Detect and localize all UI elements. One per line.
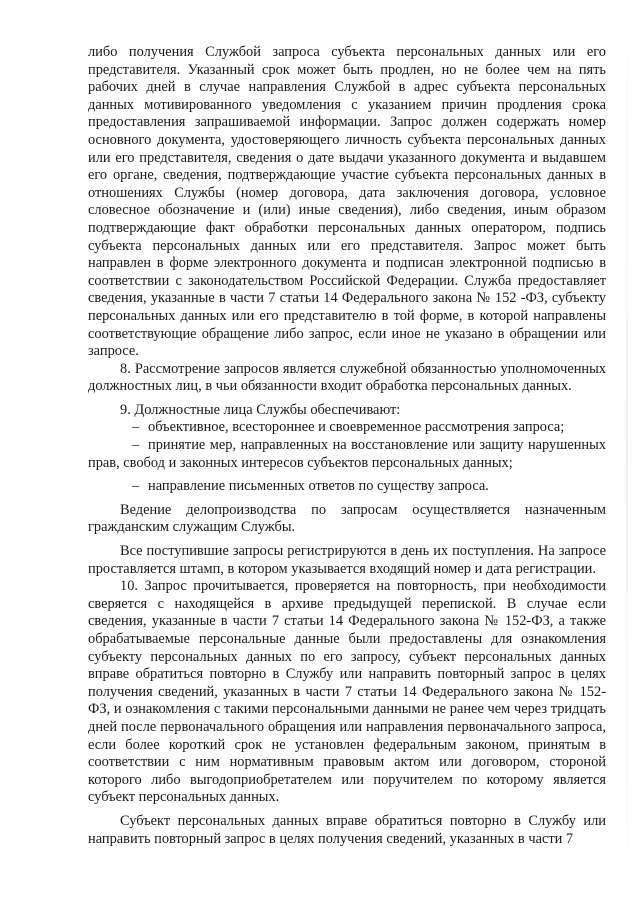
scan-edge xyxy=(626,0,628,905)
dash-bullet: – xyxy=(132,419,140,436)
paragraph-9-heading: 9. Должностные лица Службы обеспечивают: xyxy=(120,401,401,418)
paragraph-8: 8. Рассмотрение запросов является служебной обязанностью уполномоченных должностных лиц, в чьи обязанности входит обработка персональных данных. xyxy=(88,360,606,395)
list-item xyxy=(88,419,606,437)
dash-bullet: – xyxy=(132,437,140,454)
list-item-text: объективное, всестороннее и своевременное рассмотрения запроса; xyxy=(148,419,565,436)
paragraph-registration: Все поступившие запросы регистрируются в день их поступления. На запросе проставляется штамп, в котором указывается входящий номер и дата регистрации. xyxy=(88,543,606,577)
list-item xyxy=(88,437,606,472)
paragraph-10: 10. Запрос прочитывается, проверяется на повторность, при необходимости сверяется с находящейся в архиве предыдущей перепиской. В случае если сведения, указанные в части 7 статьи 14 Федерального закона № 152-ФЗ, а также обрабатываемые персональные данные были предоставлены для ознакомления субъекту персональных данных по его запросу, субъект персональных данных вправе обратиться повторно в Службу или направить повторный запрос в целях получения сведений, указанных в части 7 статьи 14 Федерального закона № 152-ФЗ, и ознакомления с такими персональными данными не ранее чем через тридцать дней после первоначального обращения или направления первоначального запроса, если более короткий срок не установлен федеральным законом, принятым в соответствии с ним нормативным правовым актом или договором, стороной которого либо выгодоприобретателем или поручителем по которому является субъект персональных данных. xyxy=(88,578,606,806)
list-item xyxy=(88,478,606,496)
list-item-text: принятие мер, направленных на восстановление или защиту нарушенных прав, свобод и законных интересов субъектов персональных данных; xyxy=(88,437,606,471)
paragraph-record-keeping: Ведение делопроизводства по запросам осуществляется назначенным гражданским служащим Службы. xyxy=(88,501,606,536)
list-item-text: направление письменных ответов по существу запроса. xyxy=(148,478,489,495)
paragraph-continuation: либо получения Службой запроса субъекта персональных данных или его представителя. Указанный срок может быть продлен, но не более чем на пять рабочих дней в случае направления Службой в адрес субъекта персональных данных мотивированного уведомления с указанием причин продления срока предоставления запрашиваемой информации. Запрос должен содержать номер основного документа, удостоверяющего личность субъекта персональных данных или его представителя, сведения о дате выдачи указанного документа и выдавшем его органе, сведения, подтверждающие участие субъекта персональных данных в отношениях Службы (номер договора, дата заключения договора, условное словесное обозначение и (или) иные сведения), либо сведения, иным образом подтверждающие факт обработки персональных данных оператором, подпись субъекта персональных данных или его представителя. Запрос может быть направлен в форме электронного документа и подписан электронной подписью в соответствии с законодательством Российской Федерации. Служба предоставляет сведения, указанные в части 7 статьи 14 Федерального закона № 152 -ФЗ, субъекту персональных данных или его представителю в той форме, в которой направлены соответствующие обращение либо запрос, если иное не указано в обращении или запросе. xyxy=(88,44,606,360)
paragraph-repeat-request: Субъект персональных данных вправе обратиться повторно в Службу или направить повторный запрос в целях получения сведений, указанных в части 7 xyxy=(88,812,606,847)
dash-bullet: – xyxy=(132,478,140,495)
